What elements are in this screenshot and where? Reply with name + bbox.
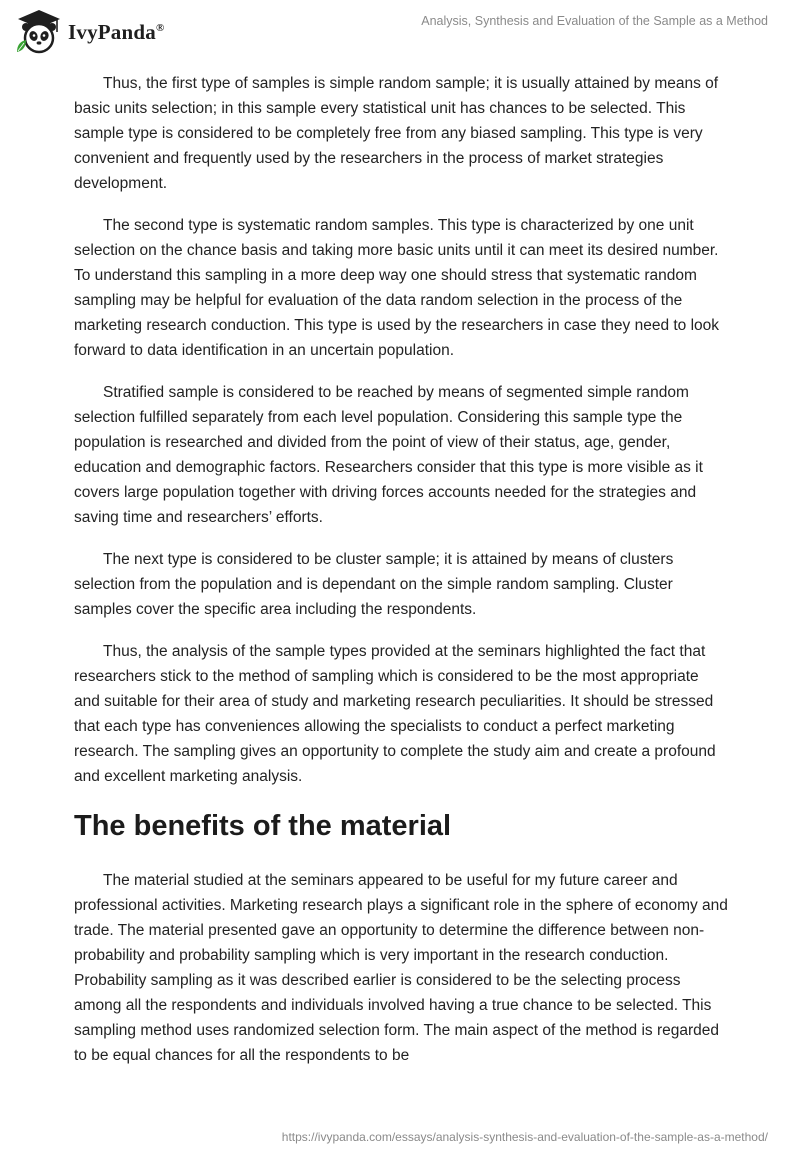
section-heading-benefits: The benefits of the material bbox=[74, 810, 452, 842]
source-url[interactable]: https://ivypanda.com/essays/analysis-synthesis-and-evaluation-of-the-sample-as-a-method/ bbox=[281, 1130, 768, 1144]
essay-body bbox=[74, 71, 728, 1085]
ivypanda-logo[interactable] bbox=[14, 8, 164, 56]
paragraph-simple-random: Thus, the first type of samples is simple random sample; it is usually attained by means of basic units selection; in this sample every statistical unit has chances to be selected. This sample type is considered to be completely free from any biased sampling. This type is very convenient and frequently used by the researchers in the process of market strategies development. bbox=[74, 75, 719, 192]
paragraph-benefits: The material studied at the seminars appeared to be useful for my future career and professional activities. Marketing research plays a significant role in the sphere of economy and trade. The material presented gave an opportunity to determine the difference between non-probability and probability sampling which is very important in the research conduction. Probability sampling as it was described earlier is considered to be the selecting process among all the respondents and individuals involved having a true chance to be selected. This sampling method uses randomized selection form. The main aspect of the method is regarded to be equal chances for all the respondents to be bbox=[74, 872, 728, 1064]
paragraph-cluster: The next type is considered to be cluster sample; it is attained by means of clusters selection from the population and is dependant on the simple random sampling. Cluster samples cover the specific area including the respondents. bbox=[74, 551, 674, 618]
panda-graduate-icon bbox=[14, 8, 64, 56]
paragraph-stratified: Stratified sample is considered to be reached by means of segmented simple random selection fulfilled separately from each level population. Considering this sample type the population is researched and divided from the point of view of their status, age, gender, education and demographic factors. Researchers consider that this type is more visible as it covers large population together with driving forces accounts needed for the strategies and saving time and researchers’ efforts. bbox=[74, 384, 703, 526]
paragraph-analysis-summary: Thus, the analysis of the sample types provided at the seminars highlighted the fact that researchers stick to the method of sampling which is considered to be the most appropriate and suitable for their area of study and marketing research peculiarities. It should be stressed that each type has conveniences allowing the specialists to conduct a perfect marketing research. The sampling gives an opportunity to complete the study aim and create a profound and excellent marketing analysis. bbox=[74, 643, 716, 785]
logo-wordmark: IvyPanda® bbox=[68, 19, 165, 44]
page-header bbox=[0, 0, 800, 64]
paragraph-systematic-random: The second type is systematic random samples. This type is characterized by one unit selection on the chance basis and taking more basic units until it can meet its desired number. To understand this sampling in a more deep way one should stress that systematic random sampling may be helpful for evaluation of the data random selection in the process of the marketing research conduction. This type is used by the researchers in case they need to look forward to data identification in an uncertain population. bbox=[74, 217, 720, 359]
document-title: Analysis, Synthesis and Evaluation of the Sample as a Method bbox=[421, 14, 768, 28]
